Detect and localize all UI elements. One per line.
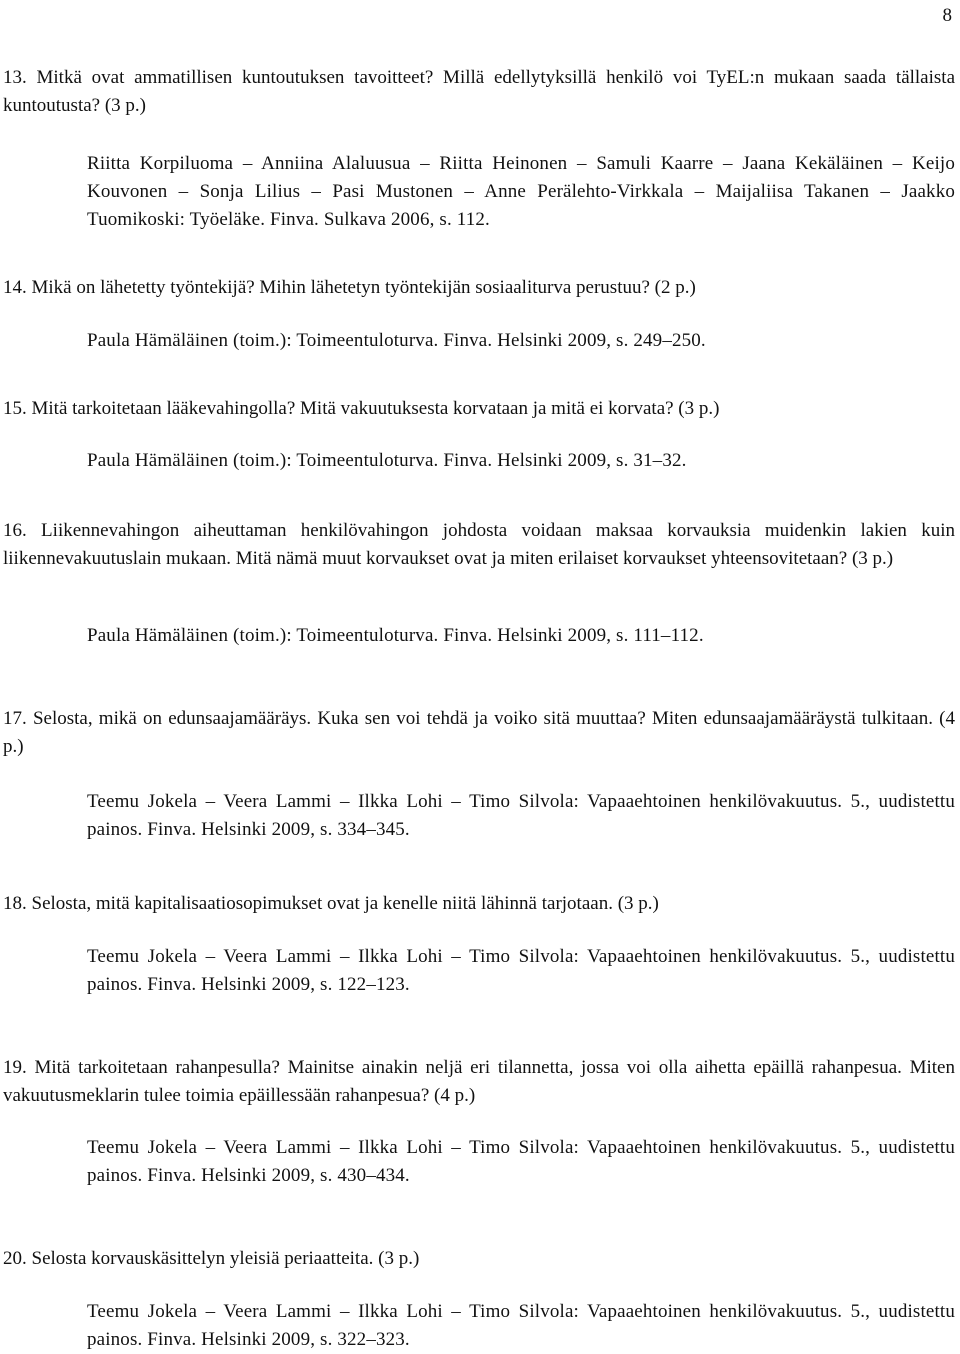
question-text: 18. Selosta, mitä kapitalisaatiosopimukset ovat ja kenelle niitä lähinnä tarjotaan. (3 p.): [3, 893, 659, 914]
question-text: 20. Selosta korvauskäsittelyn yleisiä periaatteita. (3 p.): [3, 1248, 420, 1269]
question-14: [3, 274, 955, 302]
question-16: [3, 517, 955, 573]
reference-text: Riitta Korpiluoma – Anniina Alaluusua – Riitta Heinonen – Samuli Kaarre – Jaana Kekäläinen – Keijo Kouvonen – Sonja Lilius – Pasi Mustonen – Anne Perälehto-Virkkala – Maijaliisa Takanen – Jaakko Tuomikoski: Työeläke. Finva. Sulkava 2006, s. 112.: [87, 153, 955, 230]
question-text: 15. Mitä tarkoitetaan lääkevahingolla? Mitä vakuutuksesta korvataan ja mitä ei korvata? (3 p.): [3, 398, 720, 419]
reference-text: Paula Hämäläinen (toim.): Toimeentuloturva. Finva. Helsinki 2009, s. 31–32.: [87, 450, 687, 471]
reference-16: [87, 622, 955, 650]
reference-text: Teemu Jokela – Veera Lammi – Ilkka Lohi – Timo Silvola: Vapaaehtoinen henkilövakuutus. 5., uudistettu painos. Finva. Helsinki 2009, s. 430–434.: [87, 1137, 955, 1186]
question-text: 14. Mikä on lähetetty työntekijä? Mihin lähetetyn työntekijän sosiaaliturva perustuu? (2 p.): [3, 277, 696, 298]
reference-19: [87, 1134, 955, 1190]
question-13: [3, 64, 955, 120]
reference-text: Paula Hämäläinen (toim.): Toimeentuloturva. Finva. Helsinki 2009, s. 249–250.: [87, 330, 706, 351]
question-15: [3, 395, 955, 423]
question-text: 17. Selosta, mikä on edunsaajamääräys. Kuka sen voi tehdä ja voiko sitä muuttaa? Miten edunsaajamääräystä tulkitaan. (4 p.): [3, 708, 955, 757]
reference-17: [87, 788, 955, 844]
reference-13: [87, 150, 955, 234]
question-20: [3, 1245, 955, 1273]
question-18: [3, 890, 955, 918]
page-number: 8: [942, 5, 952, 26]
reference-text: Teemu Jokela – Veera Lammi – Ilkka Lohi – Timo Silvola: Vapaaehtoinen henkilövakuutus. 5., uudistettu painos. Finva. Helsinki 2009, s. 334–345.: [87, 791, 955, 840]
reference-14: [87, 327, 955, 355]
question-text: 19. Mitä tarkoitetaan rahanpesulla? Mainitse ainakin neljä eri tilannetta, jossa voi olla aihetta epäillä rahanpesua. Miten vakuutusmeklarin tulee toimia epäillessään rahanpesua? (4 p.): [3, 1057, 955, 1106]
question-text: 13. Mitkä ovat ammatillisen kuntoutuksen tavoitteet? Millä edellytyksillä henkilö voi TyEL:n mukaan saada tällaista kuntoutusta? (3 p.): [3, 67, 955, 116]
reference-18: [87, 943, 955, 999]
reference-20: [87, 1298, 955, 1354]
question-19: [3, 1054, 955, 1110]
question-text: 16. Liikennevahingon aiheuttaman henkilövahingon johdosta voidaan maksaa korvauksia muidenkin lakien kuin liikennevakuutuslain mukaan. Mitä nämä muut korvaukset ovat ja miten erilaiset korvaukset yhteensovitetaan? (3 p.): [3, 520, 955, 569]
reference-15: [87, 447, 955, 475]
reference-text: Paula Hämäläinen (toim.): Toimeentuloturva. Finva. Helsinki 2009, s. 111–112.: [87, 625, 704, 646]
reference-text: Teemu Jokela – Veera Lammi – Ilkka Lohi – Timo Silvola: Vapaaehtoinen henkilövakuutus. 5., uudistettu painos. Finva. Helsinki 2009, s. 122–123.: [87, 946, 955, 995]
question-17: [3, 705, 955, 761]
reference-text: Teemu Jokela – Veera Lammi – Ilkka Lohi – Timo Silvola: Vapaaehtoinen henkilövakuutus. 5., uudistettu painos. Finva. Helsinki 2009, s. 322–323.: [87, 1301, 955, 1350]
